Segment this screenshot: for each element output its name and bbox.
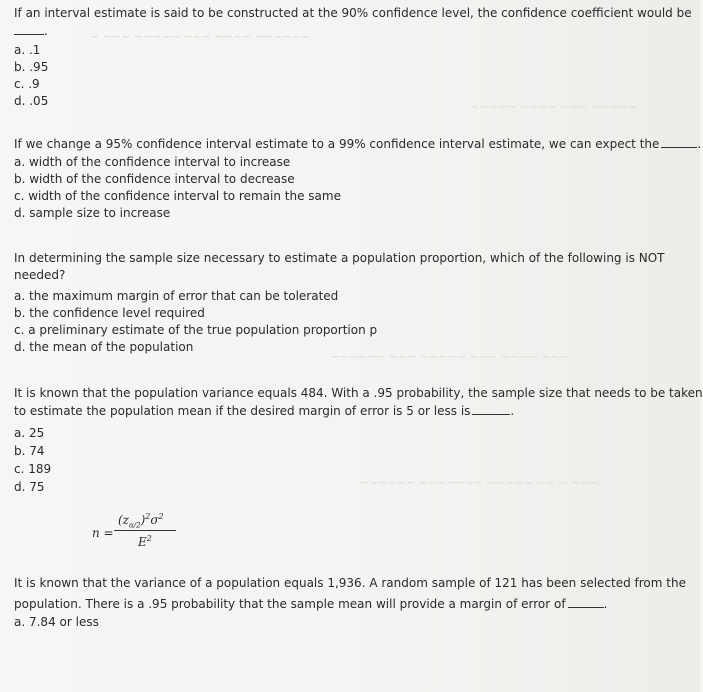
q1-option-d: d. .05 — [14, 94, 49, 108]
q3-option-d: d. the mean of the population — [14, 340, 194, 354]
q5-option-a: a. 7.84 or less — [14, 615, 99, 629]
q2-stem: If we change a 95% confidence interval estimate to a 99% confidence interval estimate, we can expect the . — [14, 137, 702, 151]
q2-option-b: b. width of the confidence interval to decrease — [14, 172, 295, 186]
q4-option-a: a. 25 — [14, 426, 45, 440]
q1-option-a: a. .1 — [14, 43, 41, 57]
q2-option-d: d. sample size to increase — [14, 206, 171, 220]
q3-option-b: b. the confidence level required — [14, 306, 205, 320]
bleed-through-text: ~~~~~~ ~~~ ~~~~~ ~~~ ~~~~ ~~~ — [330, 350, 569, 363]
q4-stem-line1: It is known that the population variance equals 484. With a .95 probability, the sample size that needs to be taken — [14, 386, 703, 400]
answer-blank — [661, 147, 697, 148]
q2-option-c: c. width of the confidence interval to remain the same — [14, 189, 341, 203]
sample-size-formula — [92, 512, 172, 552]
q4-option-d: d. 75 — [14, 480, 45, 494]
q1-stem-line1: If an interval estimate is said to be constructed at the 90% confidence level, the confidence coefficient would be — [14, 6, 692, 20]
q2-option-a: a. width of the confidence interval to increase — [14, 155, 291, 169]
answer-blank — [568, 607, 604, 608]
bleed-through-text: ~ ~~~ ~~~~~ ~~~ ~~~~ ~~~~~~ — [90, 30, 311, 43]
answer-blank — [472, 414, 510, 415]
bleed-through-text: ~~~~~~ ~~~~~~~ ~~~~~ ~~ ~ ~~~ — [360, 476, 599, 489]
formula-numerator: $(z_{\alpha/2})^2\sigma^2$ — [118, 512, 164, 530]
q5-stem-line2: population. There is a .95 probability that the sample mean will provide a margin of error of . — [14, 597, 608, 611]
q3-option-c: c. a preliminary estimate of the true population proportion p — [14, 323, 378, 337]
q3-stem-line2: needed? — [14, 268, 66, 282]
q5-stem-line1: It is known that the variance of a population equals 1,936. A random sample of 121 has been selected from the — [14, 576, 686, 590]
q4-option-c: c. 189 — [14, 462, 52, 476]
formula-lhs: n = — [92, 526, 114, 540]
formula-denominator: $E^2$ — [138, 534, 152, 549]
q1-option-c: c. .9 — [14, 77, 40, 91]
answer-blank — [14, 34, 44, 35]
q1-stem-line2: . — [14, 24, 48, 39]
bleed-through-text: ~~~~~ ~~~~ ~~~ ~~~~~ — [470, 100, 638, 113]
q3-stem-line1: In determining the sample size necessary to estimate a population proportion, which of the following is NOT — [14, 251, 665, 265]
q4-option-b: b. 74 — [14, 444, 45, 458]
q3-option-a: a. the maximum margin of error that can be tolerated — [14, 289, 339, 303]
fraction-bar — [114, 530, 176, 531]
q1-option-b: b. .95 — [14, 60, 49, 74]
q4-stem-line2: to estimate the population mean if the desired margin of error is 5 or less is . — [14, 404, 515, 418]
